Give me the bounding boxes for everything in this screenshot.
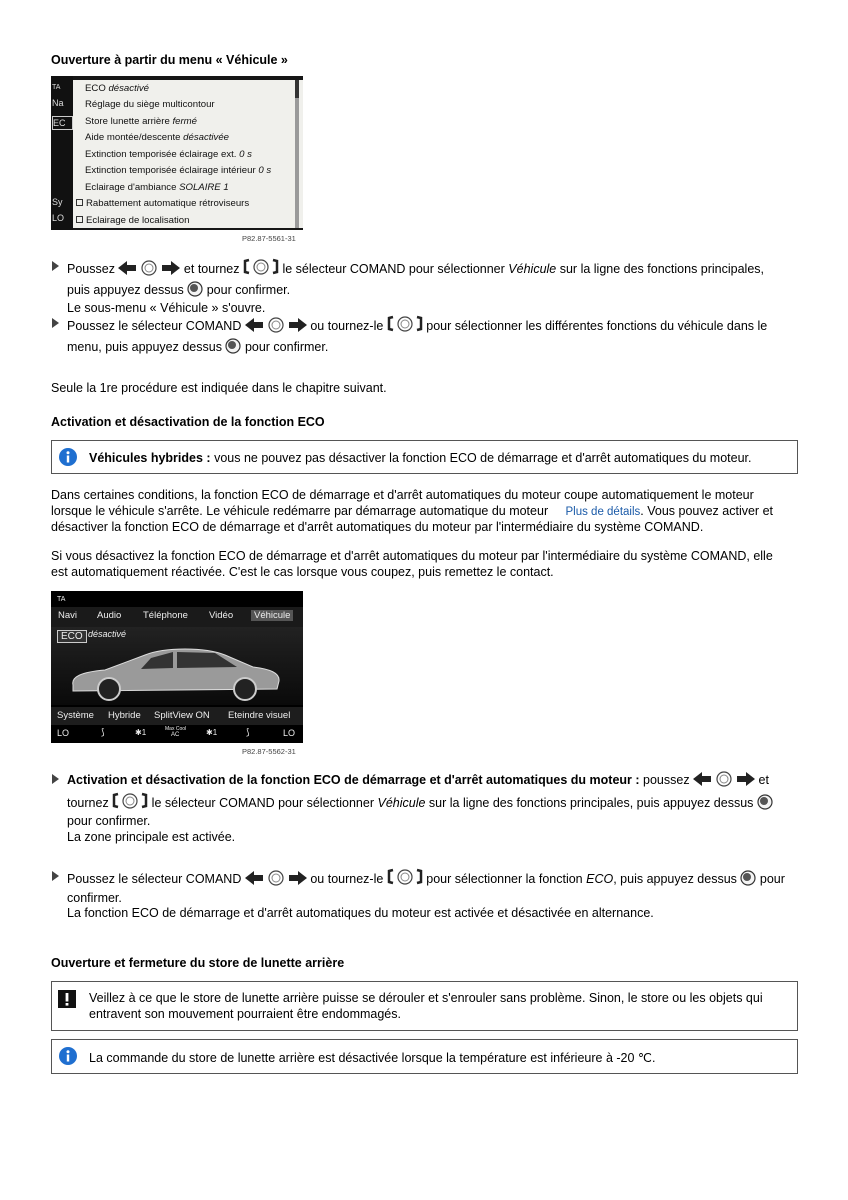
- bullet-arrow-icon: [52, 774, 59, 784]
- bullet-arrow-icon: [52, 871, 59, 881]
- controller-push-left-right-icon: [118, 260, 180, 281]
- row-value: désactivé: [108, 83, 149, 94]
- row-label: Réglage du siège multicontour: [85, 99, 215, 110]
- list-item[interactable]: [76, 213, 189, 229]
- bullet-arrow-icon: [52, 261, 59, 271]
- screen-left-column: [51, 76, 73, 230]
- list-item[interactable]: [85, 147, 252, 163]
- row-label: Extinction temporisée éclairage intérieur: [85, 165, 256, 176]
- row-label: Aide montée/descente: [85, 132, 181, 143]
- list-item[interactable]: [85, 81, 149, 97]
- menu-item-vehicle[interactable]: Véhicule: [251, 610, 293, 621]
- info-icon: [59, 448, 77, 469]
- controller-press-icon: [740, 870, 756, 891]
- screen-tab-system: Sy: [52, 197, 63, 207]
- comand-vehicle-menu-screen: [51, 76, 303, 230]
- vehicle-settings-list: [73, 80, 303, 228]
- fan-left-level: ✱1: [135, 728, 147, 737]
- figure-caption: P82.87-5561-31: [242, 234, 296, 243]
- section-title-vehicle-menu: Ouverture à partir du menu « Véhicule »: [51, 53, 288, 67]
- ac-label: AC: [171, 732, 180, 738]
- controller-push-left-right-icon: [245, 317, 307, 338]
- row-label: ECO: [85, 83, 106, 94]
- eco-paragraph-2: Si vous désactivez la fonction ECO de démarrage et d'arrêt automatiques du moteur par l'intermédiaire du système COMAND, elle est automatiquement réactivée. C'est le cas lorsque vous coupez, puis remettez le contact.: [51, 549, 773, 579]
- instruction-step-2: Poussez le sélecteur COMAND ou tournez-le pour sélectionner les différentes fonctions du véhicule dans le menu, puis appuyez dessus pour confirmer.: [52, 315, 812, 358]
- list-item[interactable]: [85, 97, 215, 113]
- eco-paragraph-1: Dans certaines conditions, la fonction ECO de démarrage et d'arrêt automatiques du moteur coupe automatiquement le moteur lorsque le véhicule s'arrête. Le véhicule redémarre par démarrage automatique du moteur Plus de détails. Vous pouvez activer et désactiver la fonction ECO de démarrage et d'arrêt automatiques du moteur par l'intermédiaire du système COMAND.: [51, 488, 773, 534]
- controller-push-left-right-icon: [245, 870, 307, 891]
- checkbox-icon: [76, 199, 83, 206]
- row-value: SOLAIRE 1: [179, 182, 229, 193]
- procedure-note: Seule la 1re procédure est indiquée dans le chapitre suivant.: [51, 381, 387, 395]
- controller-press-icon: [757, 794, 773, 815]
- screen-tab-ta: TA: [52, 84, 61, 91]
- controller-turn-icon: [387, 315, 423, 338]
- screen-tab-navi: Na: [52, 98, 64, 108]
- submenu-splitview[interactable]: SplitView ON: [154, 710, 210, 721]
- controller-turn-icon: [243, 258, 279, 281]
- controller-turn-icon: [112, 792, 148, 815]
- row-label: Eclairage d'ambiance: [85, 182, 177, 193]
- info-text: La commande du store de lunette arrière est désactivée lorsque la température est inférieure à -20 ℃.: [89, 1051, 656, 1065]
- list-scrollbar[interactable]: [295, 80, 299, 228]
- row-value: désactivée: [183, 132, 230, 143]
- eco-instruction-step-1: Activation et désactivation de la fonction ECO de démarrage et d'arrêt automatiques du moteur : poussez et tournez le sélecteur COMAND pour sélectionner Véhicule sur la ligne des fonctions principales, puis appuyez dessus pour confirmer. La zone principale est activée.: [52, 771, 812, 845]
- row-value: fermé: [172, 116, 197, 127]
- screen-tab-lo: LO: [52, 213, 65, 223]
- list-scrollbar-thumb[interactable]: [295, 80, 299, 98]
- bullet-arrow-icon: [52, 318, 59, 328]
- info-bold-label: Véhicules hybrides :: [89, 451, 211, 465]
- screen-tab-ta: TA: [57, 596, 66, 603]
- screen-tab-eco: EC: [52, 116, 73, 130]
- warning-text-line-2: entravent son mouvement pourraient être endommagés.: [89, 1006, 401, 1021]
- warning-text-line-1: Veillez à ce que le store de lunette arrière puisse se dérouler et s'enrouler sans problème. Sinon, le store ou les objets qui: [89, 991, 763, 1005]
- warning-box: [51, 981, 798, 1031]
- car-silhouette-icon: [65, 637, 295, 705]
- menu-item-video[interactable]: Vidéo: [209, 610, 234, 621]
- menu-item-audio[interactable]: Audio: [97, 610, 122, 621]
- climate-temp-left: LO: [57, 728, 70, 738]
- controller-press-icon: [187, 281, 203, 302]
- row-label: Extinction temporisée éclairage ext.: [85, 149, 237, 160]
- eco-instruction-step-2: Poussez le sélecteur COMAND ou tournez-le pour sélectionner la fonction ECO, puis appuyez dessus pour confirmer. La fonction ECO de démarrage et d'arrêt automatiques du moteur est activée et désactivée en alternance.: [52, 868, 812, 922]
- info-box-temperature: [51, 1039, 798, 1074]
- info-box-hybrid: [51, 440, 798, 474]
- info-text: vous ne pouvez pas désactiver la fonction ECO de démarrage et d'arrêt automatiques du moteur.: [214, 451, 752, 465]
- submenu-hybrid[interactable]: Hybride: [108, 710, 141, 721]
- controller-push-left-right-icon: [693, 771, 755, 792]
- list-item[interactable]: [85, 180, 229, 196]
- seat-heat-icon: ⟆: [101, 727, 105, 737]
- section-title-eco: Activation et désactivation de la fonction ECO: [51, 415, 325, 429]
- seat-heat-right-icon: ⟆: [246, 727, 250, 737]
- warning-icon: [58, 990, 76, 1011]
- row-value: 0 s: [258, 165, 272, 176]
- controller-turn-icon: [387, 868, 423, 891]
- climate-temp-right: LO: [283, 728, 296, 738]
- figure-caption: P82.87-5562-31: [242, 747, 296, 756]
- list-item[interactable]: [85, 163, 271, 179]
- list-item[interactable]: [85, 130, 229, 146]
- instruction-step-1: Poussez et tournez le sélecteur COMAND pour sélectionner Véhicule sur la ligne des fonctions principales, puis appuyez dessus pour confirmer. Le sous-menu « Véhicule » s'ouvre.: [52, 258, 812, 317]
- row-label: Eclairage de localisation: [86, 215, 190, 226]
- checkbox-icon: [76, 216, 83, 223]
- list-item[interactable]: [85, 114, 197, 130]
- submenu-screen-off[interactable]: Eteindre visuel: [228, 710, 291, 721]
- row-label: Store lunette arrière: [85, 116, 170, 127]
- list-item[interactable]: [76, 196, 249, 212]
- more-details-link[interactable]: Plus de détails: [565, 505, 641, 518]
- row-value: 0 s: [239, 149, 252, 160]
- menu-item-navi[interactable]: Navi: [58, 610, 78, 621]
- section-title-rear-blind: Ouverture et fermeture du store de lunette arrière: [51, 956, 345, 970]
- eco-button[interactable]: ECO: [57, 630, 87, 643]
- eco-state-label: désactivé: [88, 629, 127, 639]
- fan-right-level: ✱1: [206, 728, 218, 737]
- submenu-system[interactable]: Système: [57, 710, 94, 721]
- row-label: Rabattement automatique rétroviseurs: [86, 198, 250, 209]
- info-icon: [59, 1047, 77, 1068]
- controller-press-icon: [225, 338, 241, 359]
- menu-item-telephone[interactable]: Téléphone: [143, 610, 188, 621]
- max-cool-label: Max Cool: [165, 726, 187, 732]
- comand-eco-screen: [51, 591, 303, 743]
